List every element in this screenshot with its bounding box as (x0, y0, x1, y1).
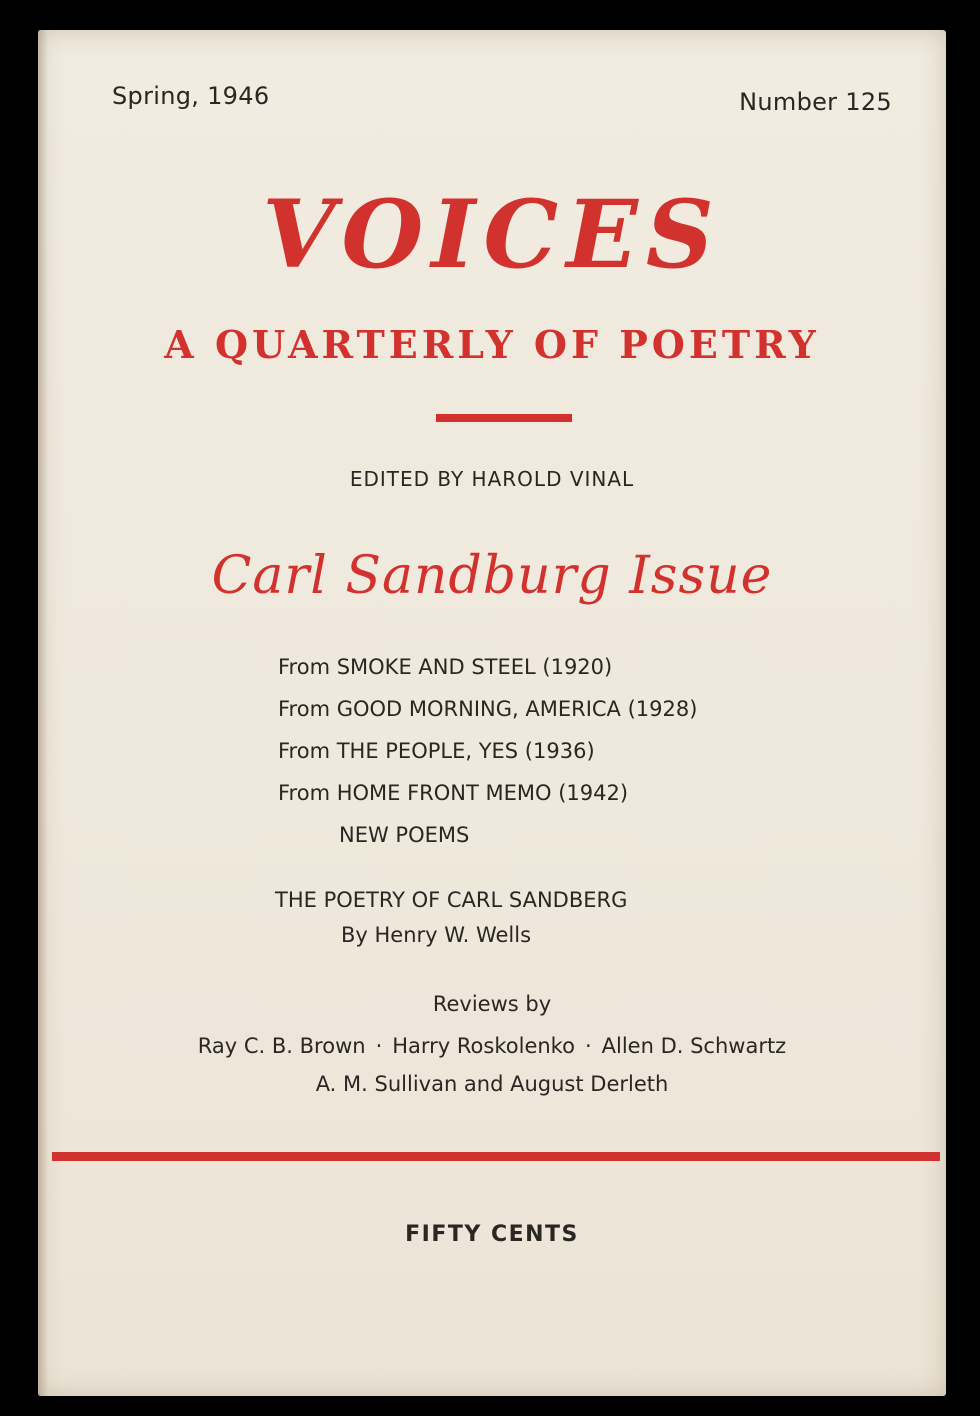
reviewers-line (38, 1034, 946, 1058)
reviewer-separator: · (584, 1034, 592, 1058)
reviewer-name: Ray C. B. Brown (197, 1034, 366, 1058)
contents-item: From HOME FRONT MEMO (1942) (278, 781, 629, 805)
reviewer-separator: · (375, 1034, 383, 1058)
magazine-subtitle: A QUARTERLY OF POETRY (164, 322, 820, 367)
contents-item: NEW POEMS (339, 823, 470, 847)
reviews-heading: Reviews by (432, 992, 552, 1016)
editor-credit: EDITED BY HAROLD VINAL (349, 467, 635, 491)
contents-item: From THE PEOPLE, YES (1936) (278, 739, 595, 763)
magazine-title: VOICES (262, 180, 722, 290)
issue-name: Carl Sandburg Issue (211, 546, 773, 606)
issue-number: Number 125 (739, 88, 892, 116)
contents-item: From GOOD MORNING, AMERICA (1928) (278, 697, 698, 721)
issue-season: Spring, 1946 (112, 82, 270, 110)
reviewer-name: Allen D. Schwartz (601, 1034, 787, 1058)
essay-title: THE POETRY OF CARL SANDBERG (275, 888, 628, 912)
contents-list (278, 646, 697, 856)
contents-item: From SMOKE AND STEEL (1920) (278, 655, 613, 679)
reviewer-name: Harry Roskolenko (392, 1034, 575, 1058)
title-divider (436, 414, 572, 422)
footer-divider (52, 1152, 940, 1161)
essay-byline: By Henry W. Wells (341, 923, 532, 947)
cover-price: FIFTY CENTS (405, 1222, 579, 1247)
magazine-cover (38, 30, 946, 1396)
reviewers-line-2: A. M. Sullivan and August Derleth (315, 1072, 669, 1096)
